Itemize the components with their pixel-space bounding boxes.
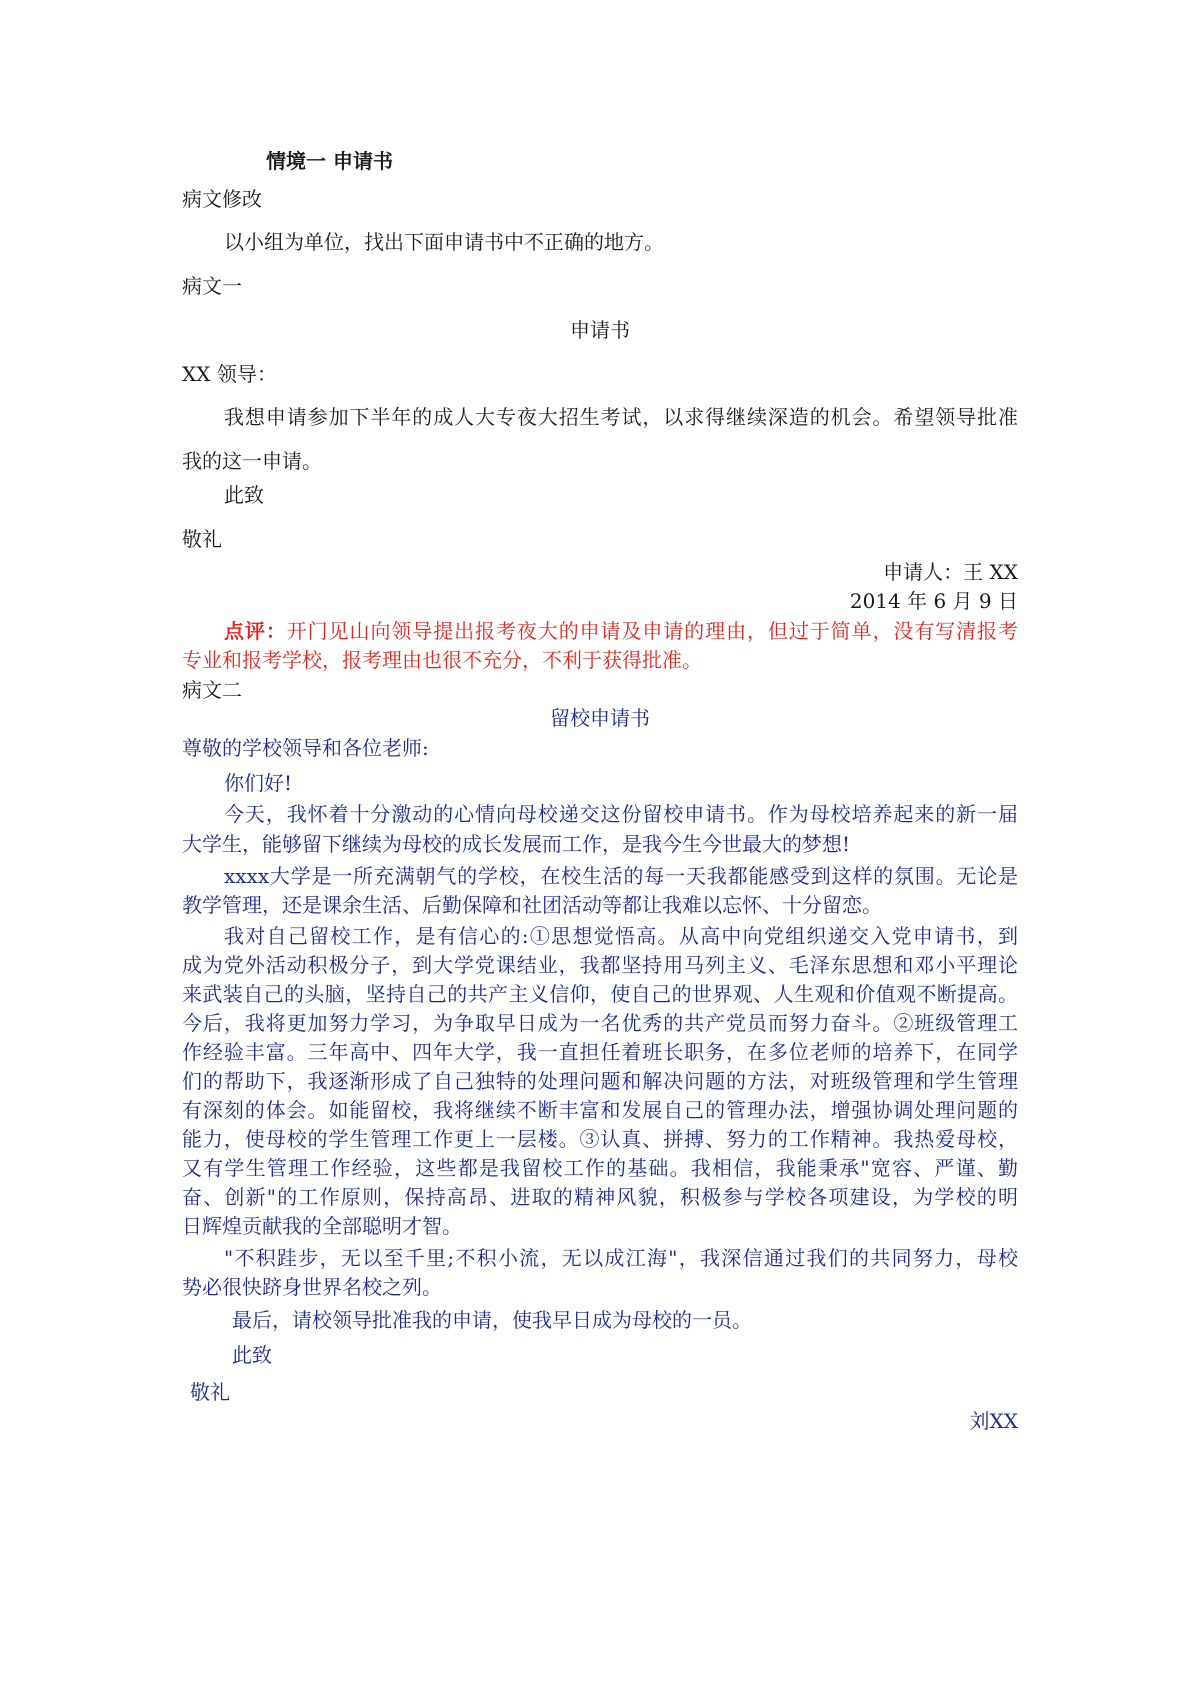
sample2-paragraph-line: 有深刻的体会。如能留校，我将继续不断丰富和发展自己的管理办法，增强协调处理问题的 <box>182 1098 1018 1122</box>
sample1-signer: 申请人：王 XX <box>883 560 1018 584</box>
sample2-salutation: 尊敬的学校领导和各位老师: <box>182 736 429 760</box>
instruction-text: 以小组为单位，找出下面申请书中不正确的地方。 <box>224 230 664 254</box>
comment-label: 点评： <box>224 619 287 643</box>
sample2-paragraph-line: 成为党外活动积极分子，到大学党课结业，我都坚持用马列主义、毛泽东思想和邓小平理论 <box>182 953 1018 977</box>
sample2-greeting: 你们好! <box>224 771 293 795</box>
sample2-paragraph-line: 作经验丰富。三年高中、四年大学，我一直担任着班长职务，在多位老师的培养下，在同学 <box>182 1040 1018 1064</box>
sample1-regards: 敬礼 <box>182 527 222 551</box>
sample2-closing: 此致 <box>232 1343 272 1367</box>
sample2-paragraph-line: xxxx大学是一所充满朝气的学校，在校生活的每一天我都能感受到这样的氛围。无论是 <box>224 864 1018 888</box>
sample2-paragraph-line: 我对自己留校工作，是有信心的:①思想觉悟高。从高中向党组织递交入党申请书，到 <box>224 924 1018 948</box>
sample2-signer: 刘XX <box>969 1409 1018 1433</box>
sample2-label: 病文二 <box>182 678 242 702</box>
sample1-closing: 此致 <box>224 483 264 507</box>
sample2-paragraph-line: 来武装自己的头脑，坚持自己的共产主义信仰，使自己的世界观、人生观和价值观不断提高。 <box>182 982 1018 1006</box>
sample2-paragraph-line: 日辉煌贡献我的全部聪明才智。 <box>182 1214 462 1238</box>
sample2-paragraph-line: 最后，请校领导批准我的申请，使我早日成为母校的一员。 <box>232 1308 752 1332</box>
sample1-title: 申请书 <box>570 318 630 342</box>
sample2-paragraph-line: 今天，我怀着十分激动的心情向母校递交这份留校申请书。作为母校培养起来的新一届 <box>224 802 1018 826</box>
comment-text: 开门见山向领导提出报考夜大的申请及申请的理由，但过于简单，没有写清报考 <box>286 619 1019 643</box>
sample2-paragraph-line: 今后，我将更加努力学习，为争取早日成为一名优秀的共产党员而努力奋斗。②班级管理工 <box>182 1011 1018 1035</box>
sample1-salutation: XX 领导： <box>182 362 277 386</box>
sample1-label: 病文一 <box>182 274 242 298</box>
sample1-body-line: 我想申请参加下半年的成人大专夜大招生考试，以求得继续深造的机会。希望领导批准 <box>224 405 1018 429</box>
sample2-paragraph-line: 大学生，能够留下继续为母校的成长发展而工作，是我今生今世最大的梦想! <box>182 832 851 856</box>
comment-line: 专业和报考学校，报考理由也很不充分，不利于获得批准。 <box>182 648 702 672</box>
sample1-date: 2014 年 6 月 9 日 <box>849 589 1018 613</box>
sample2-paragraph-line: 教学管理，还是课余生活、后勤保障和社团活动等都让我难以忘怀、十分留恋。 <box>182 893 882 917</box>
comment-line <box>224 616 1018 646</box>
sample2-paragraph-line: 奋、创新"的工作原则，保持高昂、进取的精神风貌，积极参与学校各项建设，为学校的明 <box>182 1185 1018 1209</box>
sample1-body-line: 我的这一申请。 <box>182 449 322 473</box>
sample2-paragraph-line: "不积跬步，无以至千里;不积小流，无以成江海"，我深信通过我们的共同努力，母校 <box>224 1246 1018 1270</box>
sample2-paragraph-line: 又有学生管理工作经验，这些都是我留校工作的基础。我相信，我能秉承"宽容、严谨、勤 <box>182 1156 1018 1180</box>
sample2-regards: 敬礼 <box>190 1380 230 1404</box>
document-heading: 情境一 申请书 <box>266 149 393 173</box>
sample2-paragraph-line: 能力，使母校的学生管理工作更上一层楼。③认真、拼搏、努力的工作精神。我热爱母校， <box>182 1127 1018 1151</box>
sample2-paragraph-line: 们的帮助下，我逐渐形成了自己独特的处理问题和解决问题的方法，对班级管理和学生管理 <box>182 1069 1018 1093</box>
sample2-paragraph-line: 势必很快跻身世界名校之列。 <box>182 1275 442 1299</box>
section-label: 病文修改 <box>182 187 262 211</box>
sample2-title: 留校申请书 <box>550 706 650 730</box>
